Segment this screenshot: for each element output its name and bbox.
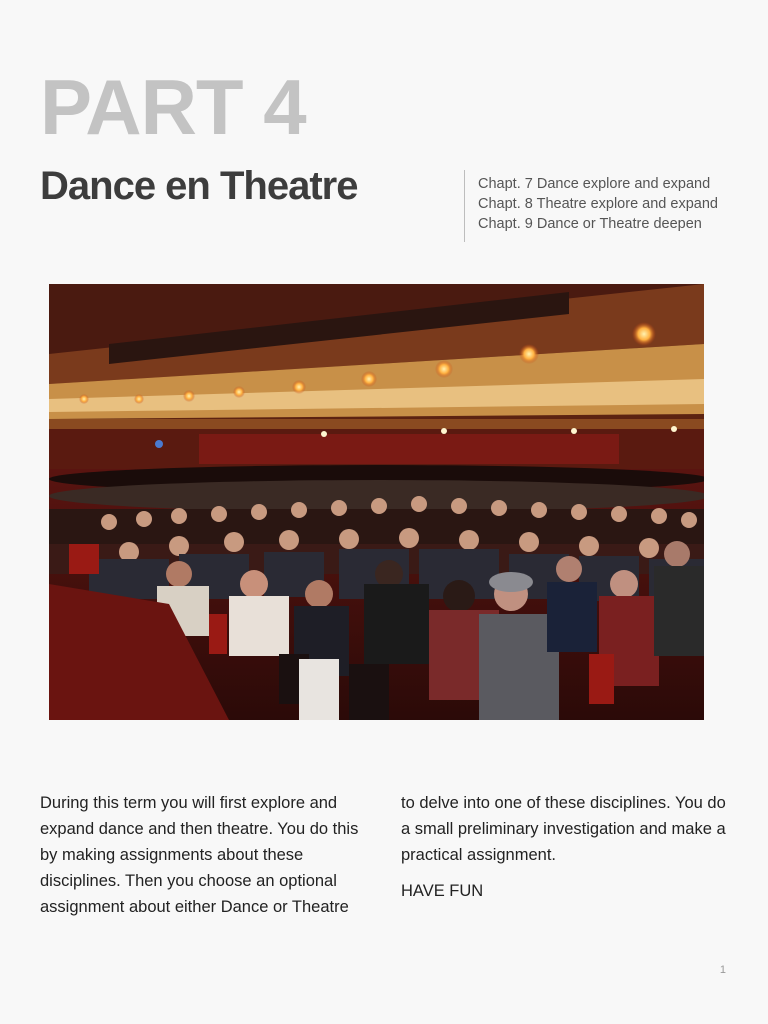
body-text-left	[40, 790, 370, 920]
page-number: 1	[719, 964, 726, 976]
chapter-item: Chapt. 7 Dance explore and expand	[478, 176, 711, 192]
chapter-item: Chapt. 8 Theatre explore and expand	[478, 196, 718, 212]
chapter-list	[464, 170, 744, 242]
part-label: PART 4	[40, 63, 306, 151]
theatre-audience-photo	[49, 284, 704, 720]
page-title: Dance en Theatre	[40, 164, 358, 208]
closing-text: HAVE FUN	[401, 882, 484, 900]
chapter-item: Chapt. 9 Dance or Theatre deepen	[478, 216, 702, 232]
body-paragraph: to delve into one of these disciplines. You do a small preliminary investigation and make a practical assignment.	[401, 794, 726, 864]
body-text-right	[401, 790, 731, 904]
body-paragraph: During this term you will first explore and expand dance and then theatre. You do this by making assignments about these disciplines. Then you choose an optional assignment about either Dance or Theatre	[40, 794, 359, 916]
